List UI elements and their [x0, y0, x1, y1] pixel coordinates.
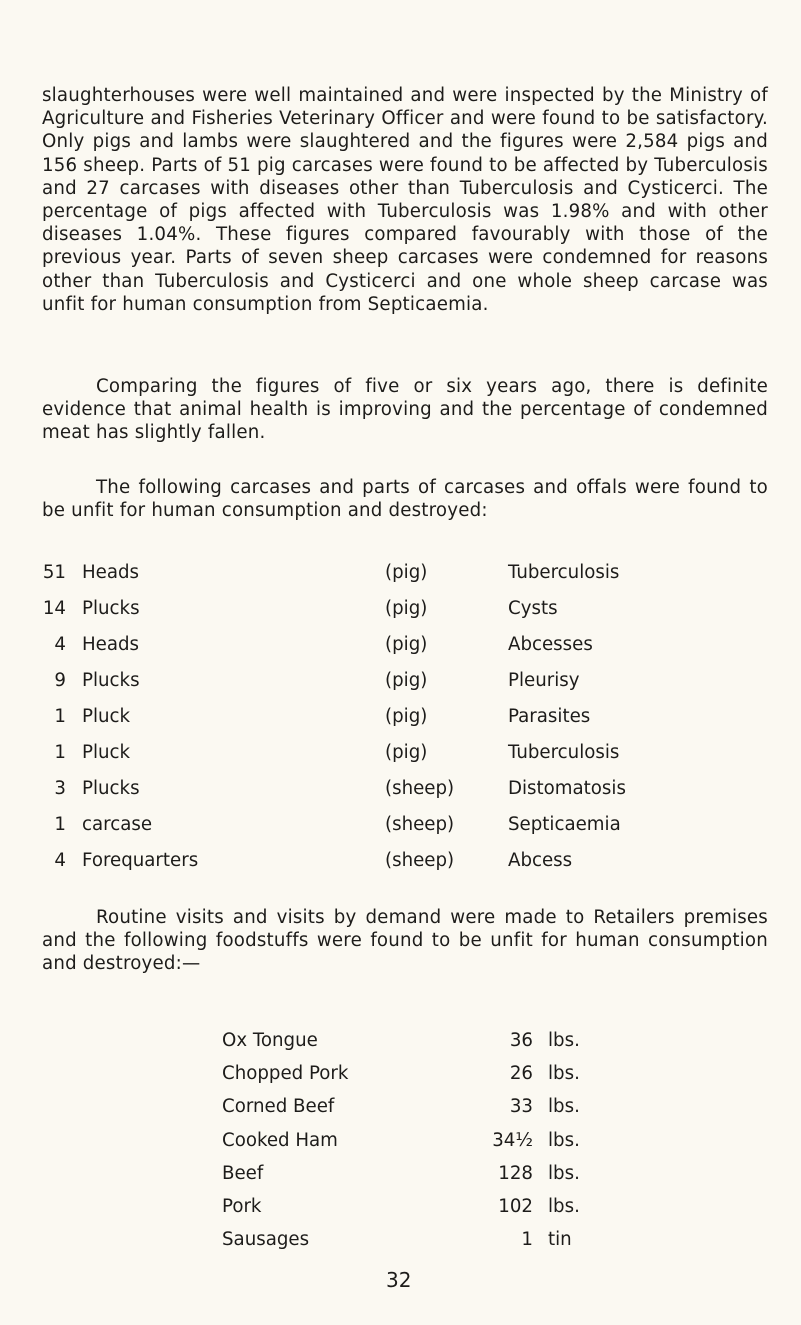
name-cell: Ox Tongue — [222, 1030, 318, 1051]
part-cell: Heads — [82, 562, 140, 583]
animal-cell: (pig) — [385, 742, 428, 763]
disease-cell: Parasites — [508, 706, 591, 727]
part-cell: Pluck — [82, 742, 131, 763]
paragraph-comparing: Comparing the figures of five or six years ago, there is definite evidence that animal health is improving and the percentage of condemned meat has slightly fallen. — [42, 376, 768, 444]
name-cell: Cooked Ham — [222, 1129, 338, 1151]
animal-cell: (pig) — [385, 706, 428, 727]
unit-cell: lbs. — [548, 1096, 580, 1118]
name-cell: Chopped Pork — [222, 1063, 349, 1085]
animal-cell: (pig) — [385, 634, 428, 655]
table-row — [0, 1129, 801, 1153]
table-row — [0, 741, 801, 765]
disease-cell: Tuberculosis — [508, 742, 620, 763]
table-row — [0, 1029, 801, 1053]
unit-cell: lbs. — [548, 1063, 580, 1085]
page-number: 32 — [386, 1268, 412, 1292]
disease-cell: Septicaemia — [508, 814, 621, 835]
count-cell: 9 — [54, 670, 66, 691]
table-row — [0, 561, 801, 585]
name-cell: Pork — [222, 1196, 262, 1217]
disease-cell: Abcess — [508, 850, 573, 871]
qty-cell: 1 — [521, 1229, 533, 1251]
paragraph-carcases-intro: The following carcases and parts of carcases and offals were found to be unfit for human consumption and destroyed: — [42, 477, 768, 522]
disease-cell: Distomatosis — [508, 778, 626, 799]
qty-cell: 128 — [498, 1162, 533, 1184]
table-row — [0, 813, 801, 837]
animal-cell: (pig) — [385, 562, 428, 583]
disease-cell: Abcesses — [508, 634, 593, 655]
animal-cell: (sheep) — [385, 850, 455, 871]
qty-cell: 33 — [509, 1096, 533, 1118]
disease-cell: Pleurisy — [508, 670, 580, 691]
count-cell: 1 — [54, 742, 66, 763]
table-row — [0, 669, 801, 693]
name-cell: Beef — [222, 1162, 264, 1184]
count-cell: 1 — [54, 706, 66, 727]
table-row — [0, 849, 801, 873]
part-cell: Plucks — [82, 598, 140, 619]
table-row — [0, 1095, 801, 1119]
table-row — [0, 777, 801, 801]
table-row — [0, 1062, 801, 1086]
count-cell: 14 — [42, 598, 66, 619]
disease-cell: Cysts — [508, 598, 558, 619]
count-cell: 4 — [54, 850, 66, 871]
animal-cell: (sheep) — [385, 778, 455, 799]
animal-cell: (sheep) — [385, 814, 455, 835]
unit-cell: lbs. — [548, 1162, 580, 1184]
qty-cell: 26 — [509, 1063, 533, 1085]
unit-cell: tin — [548, 1229, 572, 1251]
table-row — [0, 1162, 801, 1186]
qty-cell: 34½ — [492, 1129, 533, 1151]
animal-cell: (pig) — [385, 670, 428, 691]
count-cell: 4 — [54, 634, 66, 655]
animal-cell: (pig) — [385, 598, 428, 619]
count-cell: 3 — [54, 778, 66, 799]
unit-cell: lbs. — [548, 1030, 580, 1051]
table-row — [0, 705, 801, 729]
name-cell: Corned Beef — [222, 1096, 335, 1118]
disease-cell: Tuberculosis — [508, 562, 620, 583]
part-cell: Plucks — [82, 778, 140, 799]
table-row — [0, 1228, 801, 1252]
count-cell: 51 — [42, 562, 66, 583]
part-cell: Forequarters — [82, 850, 199, 871]
unit-cell: lbs. — [548, 1129, 580, 1151]
qty-cell: 102 — [498, 1196, 533, 1217]
count-cell: 1 — [54, 814, 66, 835]
unit-cell: lbs. — [548, 1196, 580, 1217]
part-cell: Plucks — [82, 670, 140, 691]
part-cell: Heads — [82, 634, 140, 655]
name-cell: Sausages — [222, 1229, 310, 1251]
table-row — [0, 633, 801, 657]
qty-cell: 36 — [509, 1030, 533, 1051]
part-cell: carcase — [82, 814, 153, 835]
table-row — [0, 1195, 801, 1219]
part-cell: Pluck — [82, 706, 131, 727]
paragraph-routine-visits: Routine visits and visits by demand were made to Retailers premises and the following foodstuffs were found to be unfit for human consumption and destroyed:— — [42, 907, 768, 975]
table-row — [0, 597, 801, 621]
paragraph-slaughterhouses: slaughterhouses were well maintained and were inspected by the Ministry of Agriculture and Fisheries Veterinary Officer and were found to be satisfactory. Only pigs and lambs were slaughtered and the figures were 2,584 pigs and 156 sheep. Parts of 51 pig carcases were found to be affected by Tuberculosis and 27 carcases with diseases other than Tuberculosis and Cysticerci. The percentage of pigs affected with Tuberculosis was 1.98% and with other diseases 1.04%. These figures compared favourably with those of the previous year. Parts of seven sheep carcases were condemned for reasons other than Tuberculosis and Cysticerci and one whole sheep carcase was unfit for human consumption from Septicaemia. — [42, 85, 768, 315]
